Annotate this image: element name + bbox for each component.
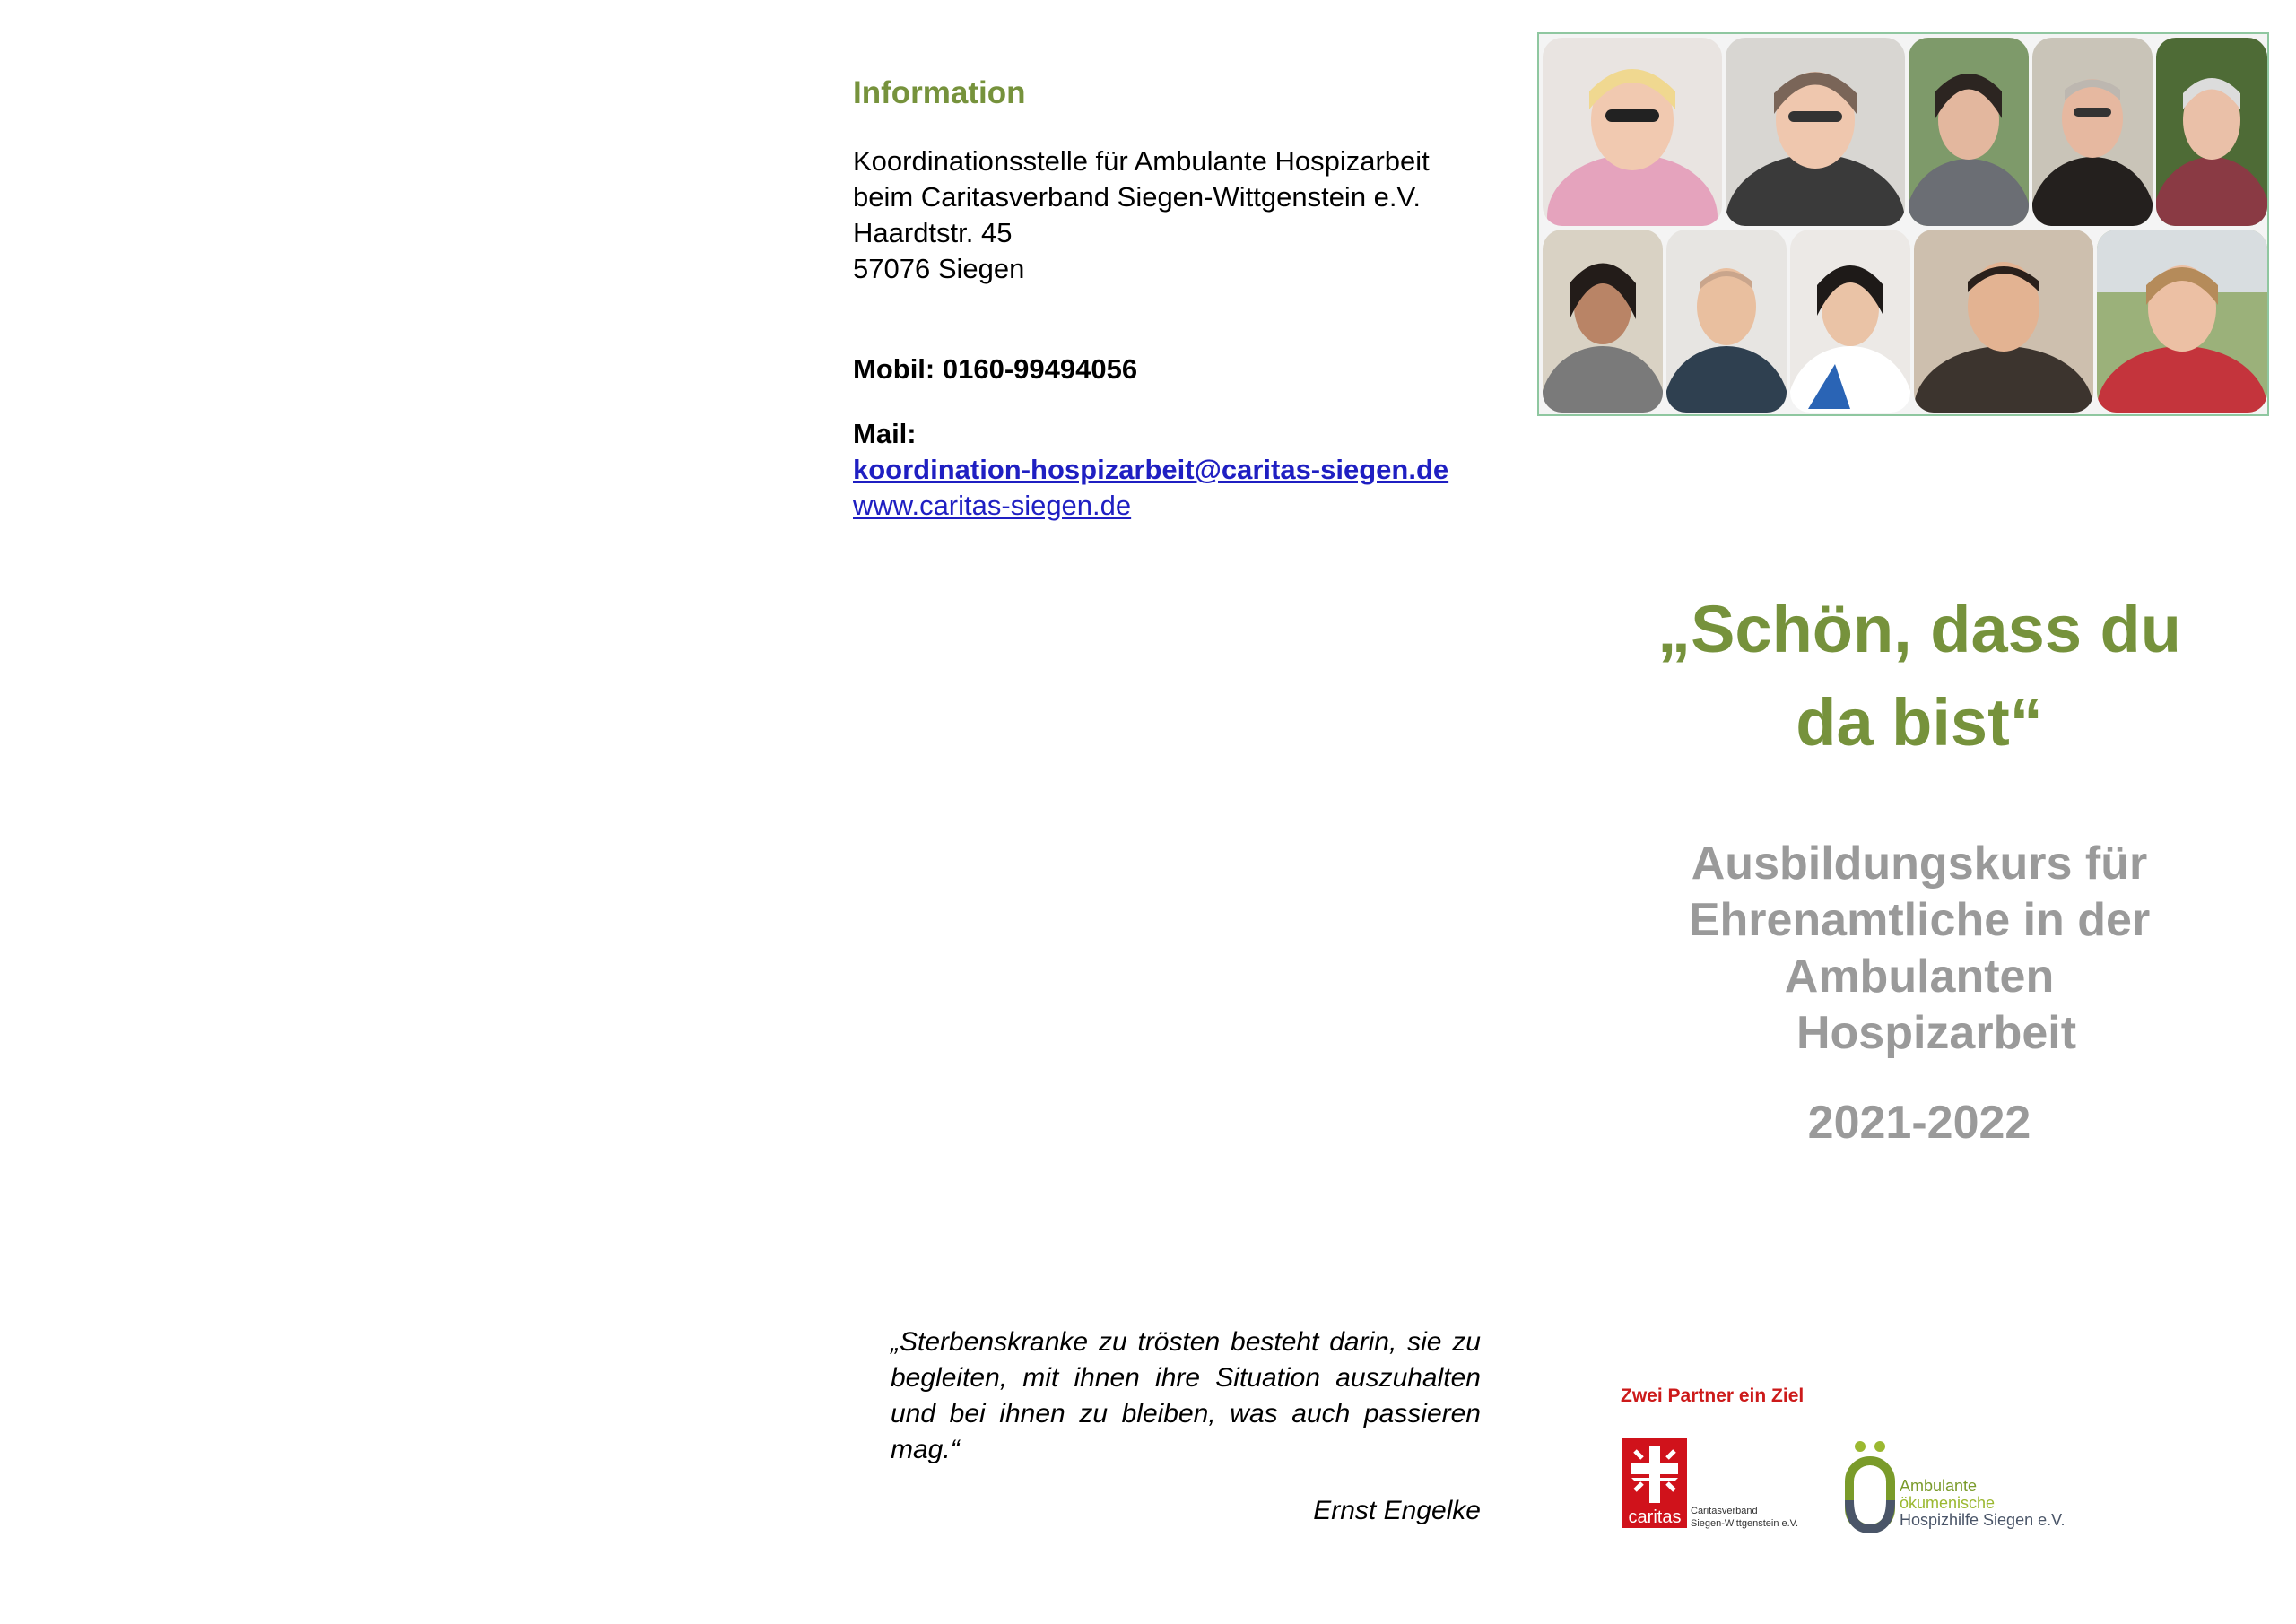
info-heading: Information	[853, 75, 1026, 110]
caritas-org-line: Caritasverband	[1691, 1506, 1758, 1516]
team-photo	[1914, 230, 2093, 413]
hospizhilfe-logo	[1844, 1437, 1898, 1541]
team-photo	[1543, 230, 1663, 413]
caritas-logo	[1622, 1438, 1687, 1533]
quote-author: Ernst Engelke	[1313, 1496, 1481, 1525]
caritas-org-line: Siegen-Wittgenstein e.V.	[1691, 1518, 1799, 1529]
hospizhilfe-line: Hospizhilfe Siegen e.V.	[1900, 1511, 2066, 1529]
hospizhilfe-name	[1900, 1478, 2065, 1529]
address-block	[853, 143, 1430, 287]
team-photo-collage	[1537, 32, 2269, 416]
team-photo	[2156, 38, 2267, 226]
hospizhilfe-o-icon	[1844, 1437, 1898, 1536]
cover-title-line: „Schön, dass du	[1657, 592, 2181, 666]
address-line: Haardtstr. 45	[853, 217, 1013, 248]
team-photo	[1543, 38, 1722, 226]
course-years: 2021-2022	[1807, 1097, 2031, 1149]
address-line: Koordinationsstelle für Ambulante Hospizarbeit	[853, 145, 1430, 177]
team-photo	[1909, 38, 2029, 226]
mail-block	[853, 416, 1448, 524]
mobile-number: Mobil: 0160-99494056	[853, 353, 1138, 385]
address-line: beim Caritasverband Siegen-Wittgenstein e.V.	[853, 181, 1421, 213]
team-photo	[1790, 230, 1910, 413]
hospizhilfe-line: ökumenische	[1900, 1494, 1996, 1512]
quote-text: „Sterbenskranke zu trösten besteht darin, sie zu begleiten, mit ihnen ihre Situation auszuhalten und bei ihnen zu bleiben, was auch passieren mag.“	[891, 1327, 1481, 1464]
mail-link[interactable]: koordination-hospizarbeit@caritas-siegen.de	[853, 454, 1449, 485]
subtitle-line: Ausbildungskurs für	[1691, 838, 2148, 890]
hospizhilfe-line: Ambulante	[1900, 1477, 1978, 1495]
cover-subtitle	[1578, 836, 2260, 1062]
address-line: 57076 Siegen	[853, 253, 1025, 284]
website-link[interactable]: www.caritas-siegen.de	[853, 490, 1132, 521]
team-photo	[1726, 38, 1905, 226]
team-photo	[2032, 38, 2152, 226]
team-photo	[2097, 230, 2267, 413]
partners-label: Zwei Partner ein Ziel	[1621, 1385, 1805, 1406]
cover-title-line: da bist“	[1796, 685, 2043, 760]
subtitle-line: Ambulanten	[1784, 951, 2055, 1003]
team-photo	[1666, 230, 1787, 413]
cover-title	[1578, 583, 2260, 769]
mail-label: Mail:	[853, 418, 917, 449]
subtitle-line: Hospizarbeit	[1796, 1007, 2077, 1059]
caritas-word: caritas	[1628, 1507, 1682, 1527]
caritas-org-name	[1691, 1505, 1798, 1530]
subtitle-line: Ehrenamtliche in der	[1688, 894, 2151, 946]
caritas-cross-icon	[1622, 1438, 1687, 1528]
